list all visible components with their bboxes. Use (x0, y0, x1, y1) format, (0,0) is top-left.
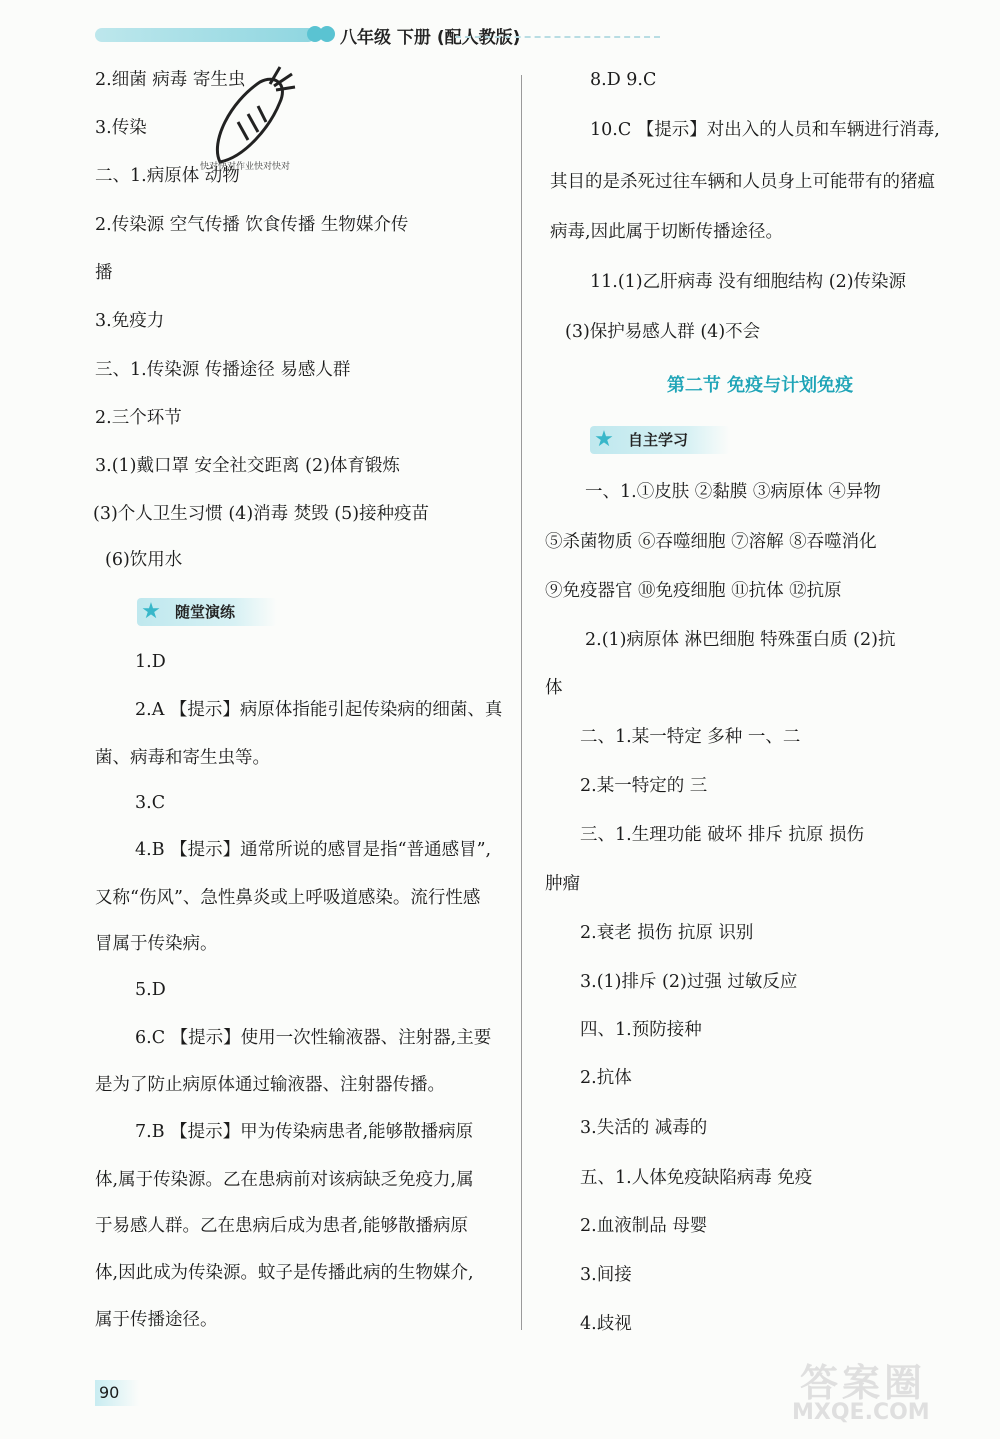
answer-line: 4.B 【提示】通常所说的感冒是指“普通感冒”, (135, 840, 492, 860)
header-dots-icon (307, 26, 337, 44)
answer-line: 三、1.生理功能 破坏 排斥 抗原 损伤 (580, 825, 864, 845)
section-banner-self-study (590, 426, 730, 454)
star-icon: ★ (141, 599, 161, 624)
answer-line: 3.间接 (580, 1265, 632, 1285)
banner-label: 随堂演练 (175, 603, 236, 621)
answer-line: 冒属于传染病。 (95, 934, 218, 954)
section-title: 第二节 免疫与计划免疫 (666, 375, 854, 396)
answer-line: 3.传染 (95, 118, 147, 138)
answer-line: 2.A 【提示】病原体指能引起传染病的细菌、真 (135, 700, 503, 720)
answer-line: ⑤杀菌物质 ⑥吞噬细胞 ⑦溶解 ⑧吞噬消化 (545, 532, 877, 552)
header-title: 八年级 下册 (配人教版) (340, 28, 521, 48)
answer-line: 2.三个环节 (95, 408, 182, 428)
answer-line: 五、1.人体免疫缺陷病毒 免疫 (580, 1168, 813, 1188)
answer-line: (3)个人卫生习惯 (4)消毒 焚毁 (5)接种疫苗 (93, 504, 430, 524)
star-icon: ★ (594, 427, 614, 452)
answer-line: 7.B 【提示】甲为传染病患者,能够散播病原 (135, 1122, 474, 1142)
sticker-caption: 快对快对作业快对快对 (200, 162, 291, 172)
answer-line: 2.衰老 损伤 抗原 识别 (580, 923, 754, 943)
answer-line: 是为了防止病原体通过输液器、注射器传播。 (95, 1075, 445, 1095)
answer-line: 2.(1)病原体 淋巴细胞 特殊蛋白质 (2)抗 (585, 630, 896, 650)
answer-line: 2.抗体 (580, 1068, 632, 1088)
answer-line: 三、1.传染源 传播途径 易感人群 (95, 360, 351, 380)
answer-line: 5.D (135, 980, 166, 1000)
answer-line: 一、1.①皮肤 ②黏膜 ③病原体 ④异物 (585, 482, 881, 502)
answer-line: 四、1.预防接种 (580, 1020, 702, 1040)
answer-line: 二、1.某一特定 多种 一、二 (580, 727, 801, 747)
answer-line: 2.某一特定的 三 (580, 776, 708, 796)
answer-line: 3.免疫力 (95, 311, 165, 331)
page-header (95, 20, 675, 50)
answer-line: 3.失活的 减毒的 (580, 1118, 708, 1138)
answer-line: 于易感人群。乙在患病后成为患者,能够散播病原 (95, 1216, 469, 1236)
answer-line: 肿瘤 (545, 874, 580, 894)
answer-line: 8.D 9.C (590, 70, 657, 90)
answer-line: 二、1.病原体 动物 (95, 166, 240, 186)
answer-line: 其目的是杀死过往车辆和人员身上可能带有的猪瘟 (550, 172, 935, 192)
answer-line: 体,属于传染源。乙在患病前对该病缺乏免疫力,属 (95, 1170, 474, 1190)
banner-label: 自主学习 (628, 431, 689, 449)
answer-line: 4.歧视 (580, 1314, 632, 1334)
answer-line: ⑨免疫器官 ⑩免疫细胞 ⑪抗体 ⑫抗原 (545, 581, 842, 601)
answer-line: (3)保护易感人群 (4)不会 (565, 322, 761, 342)
watermark-logo-text: 答案圈 (800, 1361, 927, 1405)
answer-line: 6.C 【提示】使用一次性输液器、注射器,主要 (135, 1028, 492, 1048)
watermark-site: MXQE.COM (792, 1400, 930, 1425)
answer-line: (6)饮用水 (105, 550, 183, 570)
answer-line: 3.(1)排斥 (2)过强 过敏反应 (580, 972, 798, 992)
answer-line: 病毒,因此属于切断传播途径。 (550, 222, 784, 242)
answer-line: 11.(1)乙肝病毒 没有细胞结构 (2)传染源 (590, 272, 907, 292)
answer-line: 3.C (135, 793, 166, 813)
answer-line: 1.D (135, 652, 166, 672)
answer-line: 2.传染源 空气传播 饮食传播 生物媒介传 (95, 215, 409, 235)
column-divider (521, 75, 522, 1330)
header-divider (455, 36, 660, 38)
answer-line: 2.血液制品 母婴 (580, 1216, 708, 1236)
answer-line: 属于传播途径。 (95, 1310, 218, 1330)
answer-line: 播 (95, 263, 113, 283)
answer-line: 3.(1)戴口罩 安全社交距离 (2)体育锻炼 (95, 456, 400, 476)
header-band (95, 28, 315, 42)
page-number: 90 (95, 1380, 139, 1406)
answer-line: 2.细菌 病毒 寄生虫 (95, 70, 246, 90)
answer-line: 体,因此成为传染源。蚊子是传播此病的生物媒介, (95, 1263, 474, 1283)
section-banner-practice (137, 598, 277, 626)
site-watermark (792, 1352, 982, 1432)
answer-line: 菌、病毒和寄生虫等。 (95, 748, 270, 768)
answer-line: 体 (545, 678, 563, 698)
answer-line: 10.C 【提示】对出入的人员和车辆进行消毒, (590, 120, 940, 140)
answer-line: 又称“伤风”、急性鼻炎或上呼吸道感染。流行性感 (95, 888, 481, 908)
